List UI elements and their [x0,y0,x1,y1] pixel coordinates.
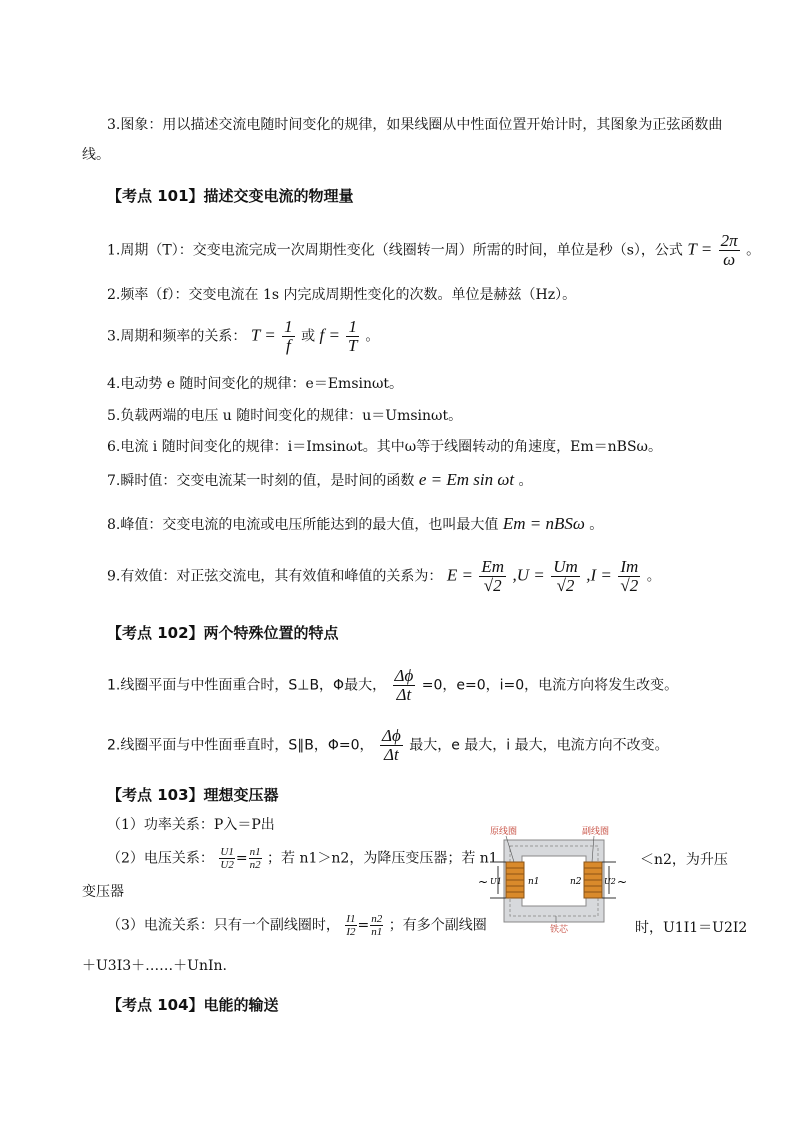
intro-line-1: 3.图象：用以描述交流电随时间变化的规律，如果线圈从中性面位置开始计时，其图象为正弦函数曲 [107,117,723,133]
freq-fraction-2: $\frac{1}{T}$ [347,317,358,355]
rms-i-fraction: $\frac{Im}{√2}$ [620,557,639,595]
secondary-coil [584,862,602,898]
rms-u-fraction: $\frac{Um}{√2}$ [553,557,578,595]
primary-coil-label: 原线圈 [490,827,518,837]
section-heading-101: 【考点 101】描述交变电流的物理量 [107,187,354,205]
n2-label: n2 [570,877,582,887]
s101-item-5: 5.负载两端的电压 u 随时间变化的规律：u＝Umsinωt。 [107,408,463,424]
freq-fraction-1: $\frac{1}{f}$ [284,317,293,355]
u2-label: U2 [604,877,616,886]
s103-item-1: （1）功率关系：P入＝P出 [107,817,275,833]
n1-label: n1 [528,877,540,887]
rms-e-fraction: $\frac{Em}{√2}$ [481,557,505,595]
s102-item-2: 2.线圈平面与中性面垂直时，S∥B，Φ=0， $\frac{\Delta\phi}{\Delta t}$ 最大，e 最大，i 最大，电流方向不改变。 [107,726,669,764]
s101-item-1: 1.周期（T）：交变电流完成一次周期性变化（线圈转一周）所需的时间，单位是秒（s），公式 T = $\frac{2\pi}{\omega}$ 。 [107,231,761,269]
s101-item-6: 6.电流 i 随时间变化的规律：i＝Imsinωt。其中ω等于线圈转动的角速度，Em＝nBSω。 [107,439,662,455]
period-fraction: $\frac{2\pi}{\omega}$ [720,231,738,269]
section-heading-103: 【考点 103】理想变压器 [107,786,279,804]
s101-item-7: 7.瞬时值：交变电流某一时刻的值，是时间的函数 e = Em sin ωt 。 [107,470,533,489]
u1-label: U1 [490,877,502,886]
transformer-diagram [476,822,626,934]
flux-rate-fraction-1: $\frac{\Delta\phi}{\Delta t}$ [394,666,414,704]
primary-ac-symbol: ~ [478,875,489,889]
s103-item-3-cont: 时，U1I1＝U2I2 [635,920,748,936]
current-ratio-right: $\frac{n2}{n1}$ [371,913,383,938]
section-heading-104: 【考点 104】电能的输送 [107,996,279,1014]
s103-item-3-tail: ＋U3I3＋……＋UnIn. [82,958,227,974]
voltage-ratio-left: $\frac{U1}{U2}$ [220,846,234,871]
core-label: 铁芯 [550,925,569,935]
s103-item-2-tail: 变压器 [82,884,124,900]
primary-coil [506,862,524,898]
s101-item-4: 4.电动势 e 随时间变化的规律：e＝Emsinωt。 [107,376,404,392]
s101-item-8: 8.峰值：交变电流的电流或电压所能达到的最大值，也叫最大值 Em = nBSω 。 [107,514,604,533]
s101-item-3: 3.周期和频率的关系： T = $\frac{1}{f}$ 或 f = $\frac{1}{T}$ 。 [107,317,380,355]
intro-line-2: 线。 [82,147,110,163]
s101-item-2: 2.频率（f）：交变电流在 1s 内完成周期性变化的次数。单位是赫兹（Hz）。 [107,287,577,303]
secondary-ac-symbol: ~ [617,875,628,889]
s103-item-2-cont: ＜n2，为升压 [640,852,728,868]
s102-item-1: 1.线圈平面与中性面重合时，S⊥B，Φ最大， $\frac{\Delta\phi}{\Delta t}$ =0，e=0，i=0，电流方向将发生改变。 [107,666,679,704]
flux-rate-fraction-2: $\frac{\Delta\phi}{\Delta t}$ [381,726,401,764]
section-heading-102: 【考点 102】两个特殊位置的特点 [107,624,339,642]
voltage-ratio-right: $\frac{n1}{n2}$ [249,846,261,871]
s103-item-3: （3）电流关系：只有一个副线圈时， $\frac{I1}{I2}$ = $\frac{n2}{n1}$ ；有多个副线圈 [107,913,487,938]
s101-item-9: 9.有效值：对正弦交流电，其有效值和峰值的关系为： E = $\frac{Em}{√2}$ ,U = $\frac{Um}{√2}$ ,I = $\frac{Im}{√2}$ 。 [107,557,661,595]
current-ratio-left: $\frac{I1}{I2}$ [346,913,356,938]
secondary-coil-label: 副线圈 [582,827,610,837]
s103-item-2: （2）电压关系： $\frac{U1}{U2}$ = $\frac{n1}{n2}$ ；若 n1＞n2，为降压变压器；若 n1 [107,846,498,871]
